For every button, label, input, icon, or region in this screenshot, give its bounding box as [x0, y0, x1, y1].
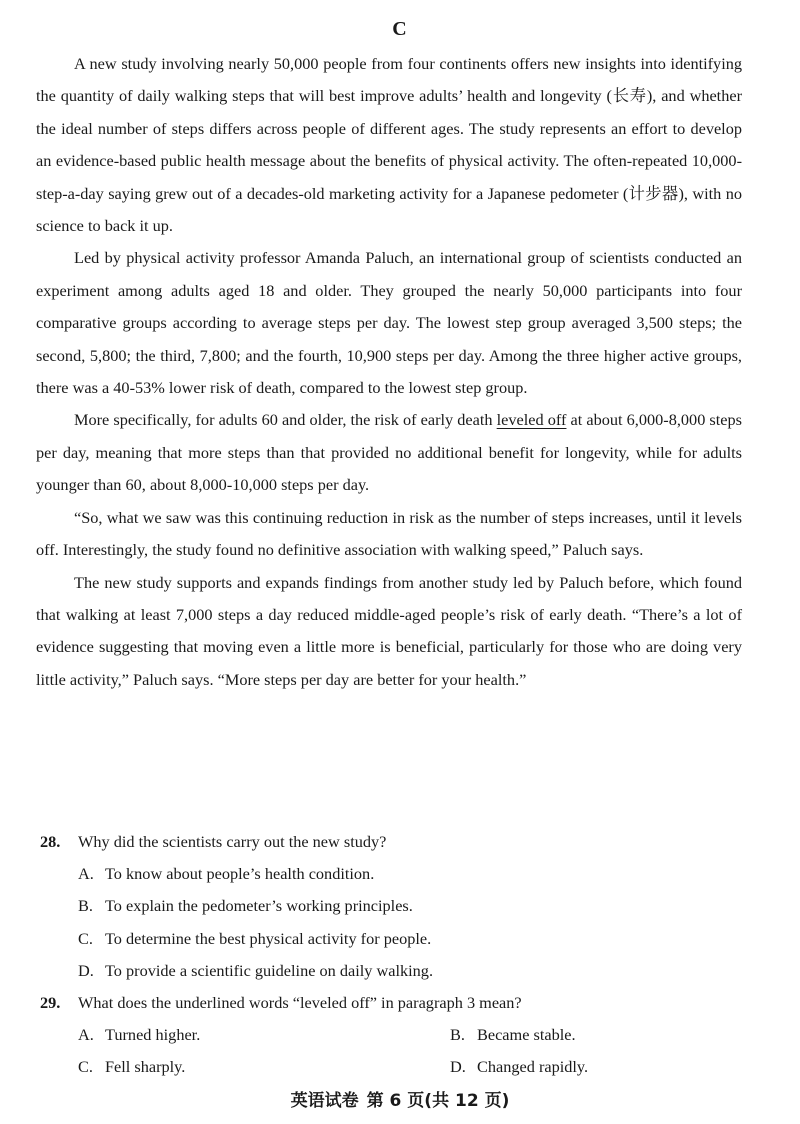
option-letter: D.	[78, 960, 94, 980]
paragraph-5: The new study supports and expands findings from another study led by Paluch before, which found that walking at least 7,000 steps a day reduced middle-aged people’s risk of early death. “There’s a lot of evidence suggesting that moving even a little more is beneficial, particularly for those who are doing very little activity,” Paluch says. “More steps per day are better for your health.”	[36, 572, 742, 689]
paragraph-3-end: at about 6,000-8,000 steps per day, meaning that more steps than that provided no additional benefit for longevity, while for adults younger than 60, about 8,000-10,000 steps per day.	[36, 410, 742, 495]
question-number: 29.	[40, 993, 61, 1013]
option-text: To explain the pedometer’s working principles.	[105, 896, 413, 916]
paragraph-1: A new study involving nearly 50,000 people from four continents offers new insights into identifying the quantity of daily walking steps that will best improve adults’ health and longevity (长寿), and whether the ideal number of steps differs across people of different ages. The study represents an effort to develop an evidence-based public health message about the benefits of physical activity. The often-repeated 10,000-step-a-day saying grew out of a decades-old marketing activity for a Japanese pedometer (计步器), with no science to back it up.	[36, 54, 742, 236]
option-letter: B.	[78, 896, 93, 916]
option-text: To know about people’s health condition.	[105, 864, 375, 884]
option-a	[78, 858, 740, 890]
option-text: Fell sharply.	[105, 1057, 186, 1077]
option-text: To provide a scientific guideline on daily walking.	[105, 960, 434, 980]
page-footer	[0, 1086, 800, 1111]
option-text: Turned higher.	[105, 1025, 201, 1045]
option-d	[78, 955, 740, 987]
paragraph-2: Led by physical activity professor Amanda Paluch, an international group of scientists conducted an experiment among adults aged 18 and older. They grouped the nearly 50,000 participants into four comparative groups according to average steps per day. The lowest step group averaged 3,500 steps; the second, 5,800; the third, 7,800; and the fourth, 10,900 steps per day. Among the three higher active groups, there was a 40-53% lower risk of death, compared to the lowest step group.	[36, 248, 742, 398]
option-letter: B.	[450, 1025, 465, 1045]
option-letter: A.	[78, 864, 94, 884]
section-heading: C	[392, 18, 408, 40]
option-text: To determine the best physical activity for people.	[105, 928, 432, 948]
option-c	[78, 923, 740, 955]
paragraph-4: “So, what we saw was this continuing reduction in risk as the number of steps increases, until it levels off. Interestingly, the study found no definitive association with walking speed,” Paluch says.	[36, 507, 742, 560]
option-c	[78, 1051, 450, 1083]
option-d	[450, 1051, 740, 1083]
page-number: 第 6 页(共 12 页)	[366, 1091, 510, 1111]
reading-passage	[36, 48, 742, 696]
option-b	[78, 890, 740, 922]
underlined-phrase: leveled off	[496, 410, 567, 430]
question-block	[40, 826, 740, 1084]
option-letter: C.	[78, 928, 93, 948]
question-29-options	[40, 1019, 740, 1083]
paragraph-3	[36, 404, 742, 501]
question-stem: What does the underlined words “leveled off” in paragraph 3 mean?	[78, 993, 522, 1013]
paragraph-3-start: More specifically, for adults 60 and older, the risk of early death	[74, 410, 497, 430]
option-text: Became stable.	[477, 1025, 576, 1045]
question-number: 28.	[40, 832, 61, 851]
option-letter: A.	[78, 1025, 94, 1045]
option-letter: D.	[450, 1057, 466, 1077]
question-stem: Why did the scientists carry out the new study?	[78, 832, 387, 851]
exam-subject: 英语试卷	[290, 1091, 359, 1111]
question-29	[40, 987, 740, 1019]
option-b	[450, 1019, 740, 1051]
option-a	[78, 1019, 450, 1051]
option-text: Changed rapidly.	[477, 1057, 589, 1077]
option-letter: C.	[78, 1057, 93, 1077]
question-28	[40, 826, 740, 858]
question-28-options	[40, 858, 740, 987]
